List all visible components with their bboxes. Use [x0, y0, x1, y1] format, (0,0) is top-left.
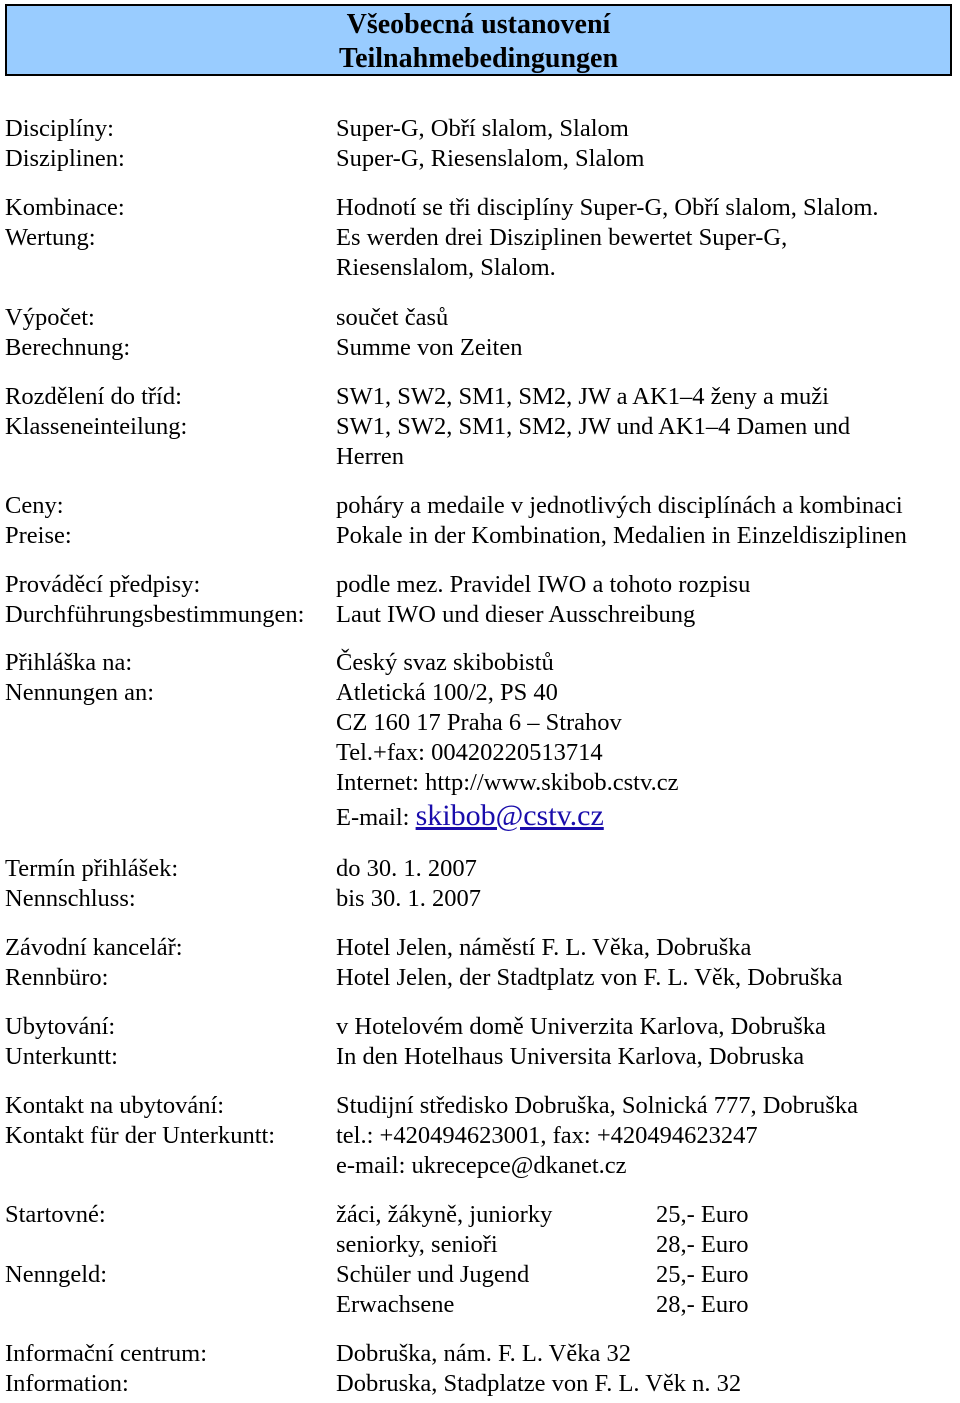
label-de: Unterkuntt:	[5, 1043, 118, 1070]
label-cz: Startovné:	[5, 1201, 106, 1228]
label-de: Information:	[5, 1370, 129, 1397]
title-czech: Všeobecná ustanovení	[346, 9, 611, 40]
label-cz: Ubytování:	[5, 1013, 116, 1040]
label-de: Preise:	[5, 522, 72, 549]
fee-category: Schüler und Jugend	[336, 1261, 530, 1288]
value-line: Hotel Jelen, náměstí F. L. Věka, Dobruška	[336, 934, 752, 961]
value-line: podle mez. Pravidel IWO a tohoto rozpisu	[336, 571, 751, 598]
value-line: Hodnotí se tři disciplíny Super-G, Obří slalom, Slalom.	[336, 194, 879, 221]
value-line: SW1, SW2, SM1, SM2, JW a AK1–4 ženy a muži	[336, 383, 829, 410]
fee-category: seniorky, senioři	[336, 1231, 498, 1258]
value-line: v Hotelovém domě Univerzita Karlova, Dobruška	[336, 1013, 826, 1040]
value-line: Summe von Zeiten	[336, 334, 523, 361]
label-cz: Kontakt na ubytování:	[5, 1092, 225, 1119]
internet-line: Internet: http://www.skibob.cstv.cz	[336, 769, 679, 796]
value-line: CZ 160 17 Praha 6 – Strahov	[336, 709, 622, 736]
label-de: Wertung:	[5, 224, 96, 251]
label-de: Durchführungsbestimmungen:	[5, 601, 305, 628]
label-cz: Informační centrum:	[5, 1340, 208, 1367]
email-link[interactable]: skibob@cstv.cz	[415, 799, 604, 832]
label-cz: Disciplíny:	[5, 115, 114, 142]
value-line: do 30. 1. 2007	[336, 855, 477, 882]
fee-category: Erwachsene	[336, 1291, 455, 1318]
value-line: Riesenslalom, Slalom.	[336, 254, 556, 281]
label-spacer	[5, 1290, 107, 1320]
label-de: Klasseneinteilung:	[5, 413, 188, 440]
document-title-box	[5, 4, 952, 76]
value-line: Hotel Jelen, der Stadtplatz von F. L. Věk, Dobruška	[336, 964, 843, 991]
fee-amount: 28,- Euro	[656, 1231, 749, 1258]
label-cz: Závodní kancelář:	[5, 934, 183, 961]
value-line: Český svaz skibobistů	[336, 649, 554, 676]
value-line: Tel.+fax: 00420220513714	[336, 739, 603, 766]
value-line: Atletická 100/2, PS 40	[336, 679, 558, 706]
fee-amount: 28,- Euro	[656, 1291, 749, 1318]
value-line: e-mail: ukrecepce@dkanet.cz	[336, 1152, 627, 1179]
value-line: Super-G, Obří slalom, Slalom	[336, 115, 629, 142]
value-line: tel.: +420494623001, fax: +420494623247	[336, 1122, 758, 1149]
value-line: Dobruška, nám. F. L. Věka 32	[336, 1340, 631, 1367]
value-line: Laut IWO und dieser Ausschreibung	[336, 601, 696, 628]
value-line: Studijní středisko Dobruška, Solnická 777, Dobruška	[336, 1092, 858, 1119]
value-line: Super-G, Riesenslalom, Slalom	[336, 145, 645, 172]
label-de: Nenngeld:	[5, 1261, 108, 1288]
fee-amount: 25,- Euro	[656, 1201, 749, 1228]
label-cz: Rozdělení do tříd:	[5, 383, 182, 410]
value-line: bis 30. 1. 2007	[336, 885, 481, 912]
label-spacer	[5, 1230, 107, 1260]
fee-amount: 25,- Euro	[656, 1261, 749, 1288]
value-line: Es werden drei Disziplinen bewertet Super-G,	[336, 224, 788, 251]
label-cz: Ceny:	[5, 492, 64, 519]
label-cz: Prováděcí předpisy:	[5, 571, 201, 598]
title-german: Teilnahmebedingungen	[338, 43, 619, 74]
label-de: Nennschluss:	[5, 885, 136, 912]
value-line: součet časů	[336, 304, 449, 331]
label-de: Disziplinen:	[5, 145, 125, 172]
value-line: Dobruska, Stadplatze von F. L. Věk n. 32	[336, 1370, 742, 1397]
label-de: Rennbüro:	[5, 964, 109, 991]
value-line: Pokale in der Kombination, Medalien in Einzeldisziplinen	[336, 522, 907, 549]
label-cz: Přihláška na:	[5, 649, 133, 676]
label-de: Kontakt für der Unterkuntt:	[5, 1122, 276, 1149]
label-de: Nennungen an:	[5, 679, 154, 706]
label-cz: Termín přihlášek:	[5, 855, 179, 882]
value-line: In den Hotelhaus Universita Karlova, Dobruska	[336, 1043, 805, 1070]
value-line: SW1, SW2, SM1, SM2, JW und AK1–4 Damen und	[336, 413, 851, 440]
email-prefix: E-mail:	[336, 804, 416, 831]
label-cz: Výpočet:	[5, 304, 95, 331]
label-de: Berechnung:	[5, 334, 131, 361]
fee-category: žáci, žákyně, juniorky	[336, 1201, 553, 1228]
value-line: Herren	[336, 443, 405, 470]
email-line	[336, 798, 678, 834]
label-cz: Kombinace:	[5, 194, 125, 221]
value-line: poháry a medaile v jednotlivých disciplínách a kombinaci	[336, 492, 903, 519]
